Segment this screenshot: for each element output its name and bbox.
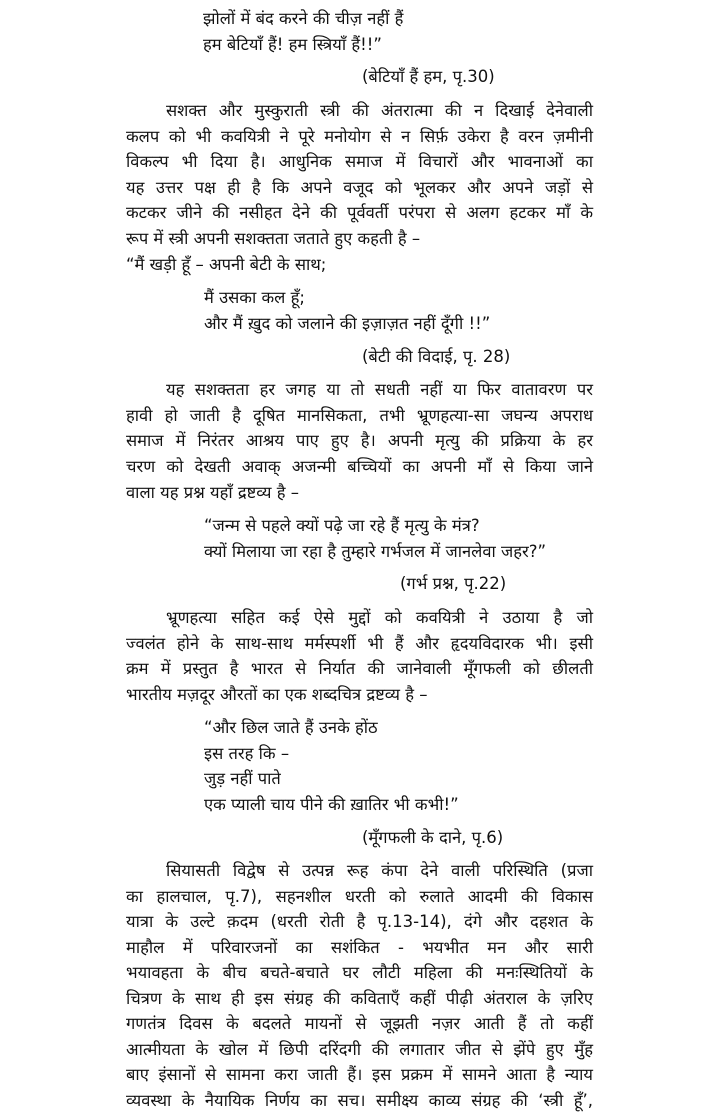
paragraph-line: “मैं खड़ी हूँ – अपनी बेटी के साथ;	[126, 255, 327, 274]
paragraph-line: का हालचाल, पृ.7), सहनशील धरती को रुलाते आदमी की विकास	[126, 887, 593, 906]
paragraph-line: भ्रूणहत्या सहित कई ऐसे मुद्दों को कवयित्री ने उठाया है जो	[166, 608, 593, 627]
poem-line: जुड़ नहीं पाते	[204, 769, 281, 788]
paragraph-line: चित्रण के साथ ही इस संग्रह की कविताएँ कहीं पीढ़ी अंतराल के ज़रिए	[126, 989, 593, 1008]
paragraph-line: सशक्त और मुस्कुराती स्त्री की अंतरात्मा की न दिखाई देनेवाली	[166, 101, 593, 120]
paragraph-line: चरण को देखती अवाक् अजन्मी बच्चियों का अपनी माँ से किया जाने	[126, 457, 593, 476]
poem-line: क्यों मिलाया जा रहा है तुम्हारे गर्भजल में जानलेवा जहर?”	[204, 542, 547, 561]
paragraph-line: यात्रा के उल्टे क़दम (धरती रोती है पृ.13-14), दंगे और दहशत के	[126, 912, 593, 931]
poem-citation: (गर्भ प्रश्न, पृ.22)	[400, 574, 507, 593]
poem-line: मैं उसका कल हूँ;	[204, 288, 305, 307]
paragraph-line: विकल्प भी दिया है। आधुनिक समाज में विचारों और भावनाओं का	[126, 152, 593, 171]
paragraph-line: ज्वलंत होने के साथ-साथ मर्मस्पर्शी भी हैं और हृदयविदारक भी। इसी	[126, 634, 593, 653]
poem-line: एक प्याली चाय पीने की ख़ातिर भी कभी!”	[204, 795, 459, 814]
poem-line: “जन्म से पहले क्यों पढ़े जा रहे हैं मृत्यु के मंत्र?	[204, 516, 480, 535]
paragraph-line: रूप में स्त्री अपनी सशक्तता जताते हुए कहती है –	[126, 229, 421, 248]
paragraph-line: भयावहता के बीच बचते-बचाते घर लौटी महिला की मनःस्थितियों के	[126, 963, 593, 982]
paragraph-line: गणतंत्र दिवस के बदलते मायनों से जूझती नज़र आती हैं तो कहीं	[126, 1014, 593, 1033]
poem-citation: (बेटियाँ हैं हम, पृ.30)	[362, 67, 495, 86]
paragraph-line: वाला यह प्रश्न यहाँ द्रष्टव्य है –	[126, 483, 299, 502]
poem-line: इस तरह कि –	[204, 744, 290, 763]
poem-line: झोलों में बंद करने की चीज़ नहीं हैं	[203, 9, 404, 28]
poem-citation: (मूँगफली के दाने, पृ.6)	[362, 828, 504, 847]
paragraph-line: समाज में निरंतर आश्रय पाए हुए है। अपनी मृत्यु की प्रक्रिया के हर	[126, 431, 593, 450]
paragraph-line: कलप को भी कवयित्री ने पूरे मनोयोग से न सिर्फ़ उकेरा है वरन ज़मीनी	[126, 127, 593, 146]
poem-citation: (बेटी की विदाई, पृ. 28)	[362, 347, 511, 366]
paragraph-line: यह सशक्तता हर जगह या तो सधती नहीं या फिर वातावरण पर	[166, 380, 593, 399]
paragraph-line: व्यवस्था के नैयायिक निर्णय का सच। समीक्ष्य काव्य संग्रह की ‘स्त्री हूँ’,	[126, 1091, 593, 1110]
paragraph-line: हावी हो जाती है दूषित मानसिकता, तभी भ्रूणहत्या-सा जघन्य अपराध	[126, 406, 593, 425]
paragraph-line: क्रम में प्रस्तुत है भारत से निर्यात की जानेवाली मूँगफली को छीलती	[126, 659, 593, 678]
paragraph-line: कटकर जीने की नसीहत देने की पूर्ववर्ती परंपरा से अलग हटकर माँ के	[126, 203, 593, 222]
poem-line: हम बेटियाँ हैं! हम स्त्रियाँ हैं!!”	[203, 35, 382, 54]
poem-line: “और छिल जाते हैं उनके होंठ	[204, 718, 378, 737]
paragraph-line: बाए इंसानों से सामना करा जाती हैं। इस प्रक्रम में सामने आता है न्याय	[126, 1065, 593, 1084]
paragraph-line: आत्मीयता के खोल में छिपी दरिंदगी की लगातार जीत से झेंपे हुए मुँह	[126, 1040, 593, 1059]
paragraph-line: यह उत्तर पक्ष ही है कि अपने वजूद को भूलकर और अपने जड़ों से	[126, 178, 593, 197]
paragraph-line: सियासती विद्वेष से उत्पन्न रूह कंपा देने वाली परिस्थिति (प्रजा	[166, 861, 593, 880]
poem-line: और मैं ख़ुद को जलाने की इज़ाज़त नहीं दूँगी !!”	[204, 314, 491, 333]
paragraph-line: माहौल में परिवारजनों का सशंकित - भयभीत मन और सारी	[126, 938, 593, 957]
paragraph-line: भारतीय मज़दूर औरतों का एक शब्दचित्र द्रष्टव्य है –	[126, 685, 428, 704]
